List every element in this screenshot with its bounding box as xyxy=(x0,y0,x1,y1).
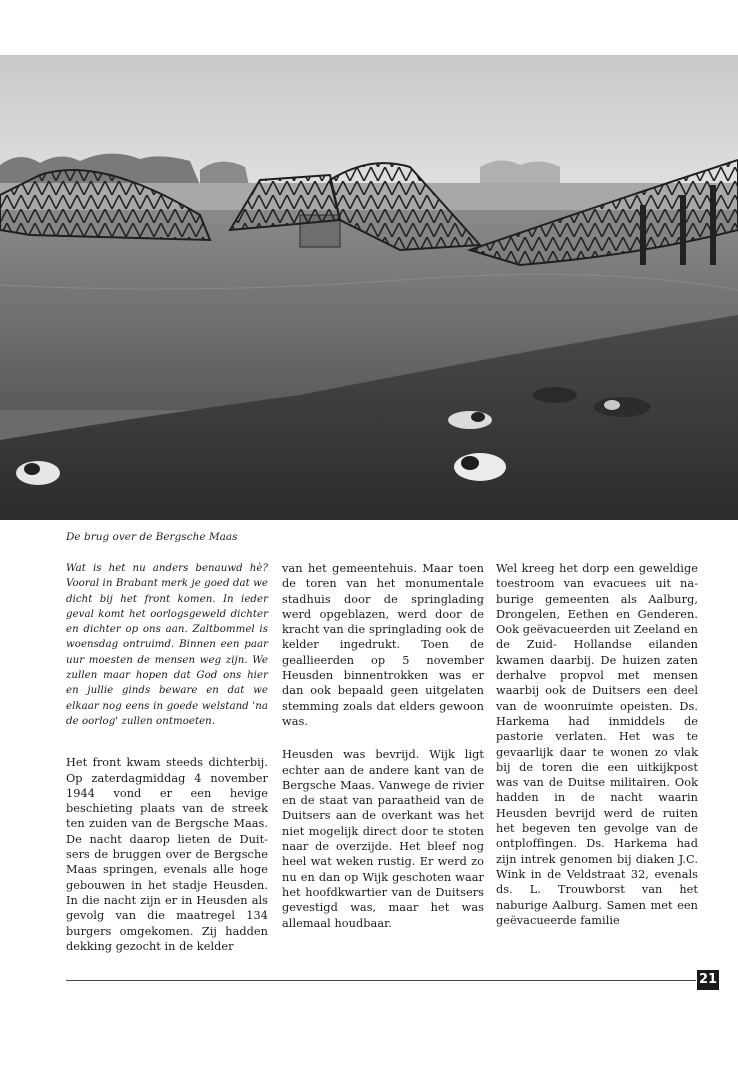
page-number: 21 xyxy=(697,970,719,990)
intro-quote: Wat is het nu anders benauwd hè? Vooral in Brabant merk je goed dat we dicht bij het front komen. In ieder geval komt het oorlogsgeweld dichter en dichter op ons aan. Zaltbommel is woensdag ontruimd. Binnen een paar uur moesten de mensen weg zijn. We zullen maar hopen dat God ons hier en jullie ginds beware en dat we elkaar nog eens in goede welstand 'na de oorlog' zullen ontmoeten. xyxy=(66,563,268,727)
text-column-1 xyxy=(66,561,268,972)
body-paragraph: Wel kreeg het dorp een geweldige toestroom van evacuees uit naburige gemeenten als Aalburg, Drongelen, Eethen en Genderen. Ook geëvacueerden uit Zeeland en de Zuid- Hollandse eilanden kwamen daarbij. De huizen zaten derhalve propvol met mensen waarbij ook de Duitsers een deel van de woonruimte opeisten. Ds. Harkema had inmiddels de pastorie verlaten. Het was te gevaarlijk daar te wonen zo vlak bij de toren die een uitkijkpost was van de Duitse militairen. Ook hadden in de nacht waarin Heusden bevrijd werd de ruiten het begeven ten gevolge van de ontploffingen. Ds. Harkema had zijn intrek genomen bij diaken J.C. Wink in de Veldstraat 32, evenals ds. L. Trouwborst van het naburige Aalburg. Samen met een geëvacueerde familie xyxy=(496,562,698,927)
body-paragraph: van het gemeentehuis. Maar toen de toren van het monumentale stadhuis door de springlading werd opgeblazen, werd door de kracht van die springlading ook de kelder ingedrukt. Toen de geallieerden op 5 november Heusden binnentrokken was er dan ook bepaald geen uitgelaten stemming zoals dat elders gewoon was. xyxy=(282,562,484,728)
photo-caption: De brug over de Bergsche Maas xyxy=(66,531,238,543)
bridge-ruins-icon xyxy=(0,55,738,520)
text-column-3 xyxy=(496,561,698,946)
body-paragraph: Het front kwam steeds dichterbij. Op zaterdagmiddag 4 november 1944 vond er een hevige beschieting plaats van de streek ten zuiden van de Bergsche Maas. De nacht daarop lieten de Duitsers de bruggen over de Bergsche Maas springen, evenals alle hoge gebouwen in het stadje Heusden. In die nacht zijn er in Heusden als gevolg van die maatregel 134 burgers omgekomen. Zij hadden dekking gezocht in de kelder xyxy=(66,756,268,953)
text-column-2 xyxy=(282,561,484,949)
historic-photo xyxy=(0,55,738,520)
footer-rule xyxy=(66,980,696,981)
body-paragraph: Heusden was bevrijd. Wijk ligt echter aan de andere kant van de Bergsche Maas. Vanwege de rivier en de staat van paraatheid van de Duitsers aan de overkant was het niet mogelijk direct door te stoten naar de overzijde. Het bleef nog heel wat weken rustig. Er werd zo nu en dan op Wijk geschoten waar het hoofdkwartier van de Duitsers gevestigd was, maar het was allemaal houdbaar. xyxy=(282,748,484,930)
